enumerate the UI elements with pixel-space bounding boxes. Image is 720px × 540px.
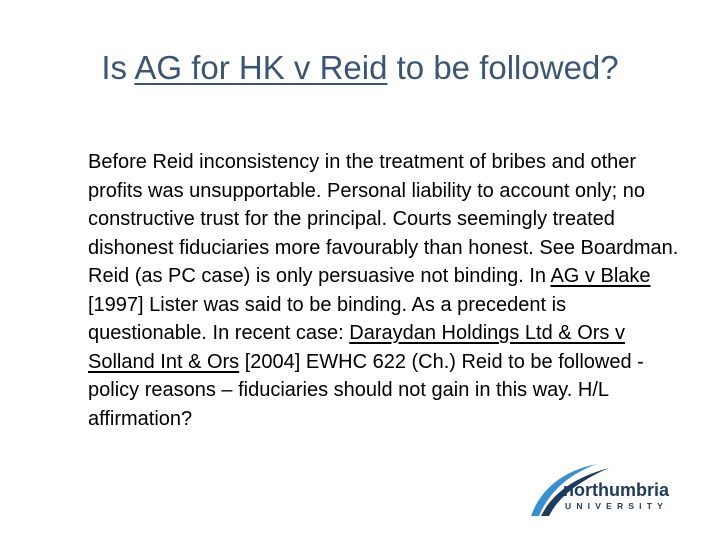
slide-title (0, 46, 720, 90)
logo-wordmark: northumbria (563, 480, 669, 500)
body-part-1: Before Reid inconsistency in the treatment of bribes and other profits was unsupportable. Personal liability to account only; no constructive trust for the principal. Courts seemingly treated dishonest fiduciaries more favourably than honest. See Boardman. Reid (as PC case) is only persuasive not binding. In (88, 151, 679, 287)
northumbria-logo (525, 458, 685, 518)
title-case-link[interactable]: AG for HK v Reid (134, 49, 388, 86)
title-suffix: to be followed? (387, 49, 619, 86)
case-link-daraydan[interactable]: Daraydan Holdings Ltd & Ors v Solland Int & Ors (88, 322, 625, 373)
logo-university: UNIVERSITY (565, 501, 669, 511)
case-link-ag-v-blake[interactable]: AG v Blake (550, 265, 651, 287)
body-part-2: [1997] Lister was said to be binding. As a precedent is questionable. In recent case: (88, 293, 567, 344)
body-part-3: [2004] EWHC 622 (Ch.) Reid to be followed - policy reasons – fiduciaries should not gain in this way. H/L affirmation? (88, 350, 644, 430)
slide-body (88, 148, 688, 433)
title-prefix: Is (101, 49, 135, 86)
